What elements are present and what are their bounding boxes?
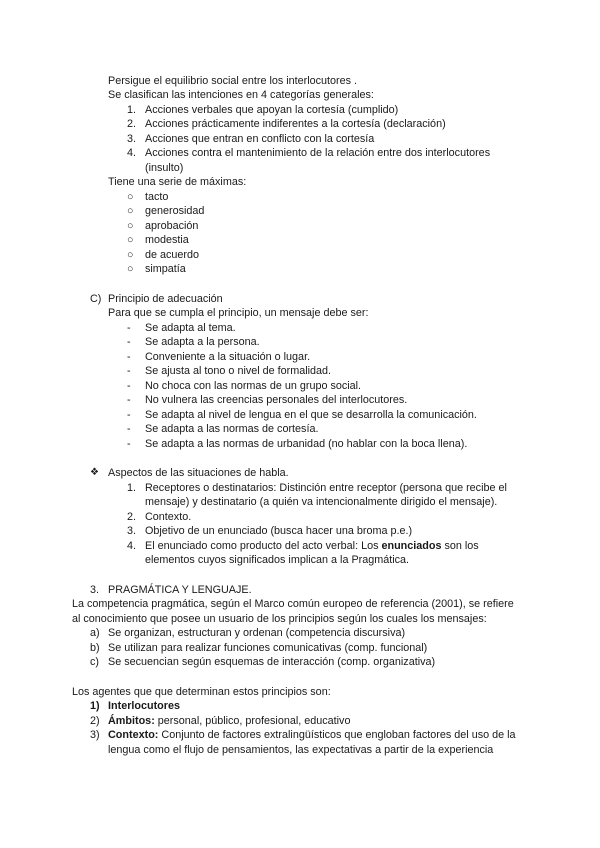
cortesia-intro: Persigue el equilibrio social entre los interlocutores . — [108, 75, 358, 87]
dash-bullet-icon: - — [127, 438, 131, 450]
list-item: Se adapta a las normas de cortesía. — [145, 423, 319, 435]
list-item: Objetivo de un enunciado (busca hacer una broma p.e.) — [145, 525, 413, 537]
list-item-text: El enunciado como producto del acto verbal: Los — [145, 540, 382, 552]
circle-bullet-icon: ○ — [127, 263, 134, 275]
list-item-continuation: lengua como el flujo de pensamientos, las expectativas a partir de la experiencia — [108, 744, 494, 756]
list-number: 1. — [126, 104, 136, 116]
list-item: Acciones que entran en conflicto con la cortesía — [145, 133, 375, 145]
list-item — [108, 728, 516, 743]
list-item: Se adapta a la persona. — [145, 336, 260, 348]
adecuacion-intro: Para que se cumpla el principio, un mensaje debe ser: — [108, 307, 369, 319]
list-number: 4. — [126, 540, 136, 552]
list-item: No choca con las normas de un grupo social. — [145, 380, 362, 392]
dash-bullet-icon: - — [127, 322, 131, 334]
bold-term: Ámbitos: — [108, 715, 155, 727]
list-number: 3. — [126, 133, 136, 145]
list-item: tacto — [145, 191, 169, 203]
list-item: Se adapta a las normas de urbanidad (no hablar con la boca llena). — [145, 438, 468, 450]
list-item: Conveniente a la situación o lugar. — [145, 351, 311, 363]
list-item: simpatía — [145, 263, 186, 275]
list-item-text: son los — [441, 540, 479, 552]
diamond-bullet-icon: ❖ — [90, 467, 99, 478]
list-number: 3) — [90, 729, 100, 741]
list-item: Se ajusta al tono o nivel de formalidad. — [145, 365, 332, 377]
list-item: aprobación — [145, 220, 199, 232]
list-item: generosidad — [145, 205, 205, 217]
bold-term: enunciados — [381, 540, 442, 552]
list-number: 2. — [126, 118, 136, 130]
list-item-continuation: (insulto) — [145, 162, 184, 174]
list-item-continuation: mensaje) y destinatario (a quién va intencionalmente dirigido el mensaje). — [145, 496, 498, 508]
list-item: Acciones verbales que apoyan la cortesía (cumplido) — [145, 104, 399, 116]
list-item: No vulnera las creencias personales del interlocutores. — [145, 394, 408, 406]
list-item — [108, 699, 180, 714]
list-item: Contexto. — [145, 511, 192, 523]
list-item: Acciones prácticamente indiferentes a la cortesía (declaración) — [145, 118, 446, 130]
section-title: Principio de adecuación — [108, 293, 223, 305]
bold-term: Contexto: — [108, 729, 159, 741]
list-number: 4. — [126, 147, 136, 159]
list-number: 3. — [126, 525, 136, 537]
section-number: 3. — [90, 584, 100, 596]
dash-bullet-icon: - — [127, 423, 131, 435]
dash-bullet-icon: - — [127, 409, 131, 421]
section-title: Aspectos de las situaciones de habla. — [108, 467, 289, 479]
list-item-continuation: elementos cuyos significados implican a la Pragmática. — [145, 554, 410, 566]
dash-bullet-icon: - — [127, 380, 131, 392]
list-item: Acciones contra el mantenimiento de la relación entre dos interlocutores — [145, 147, 491, 159]
list-number: 2. — [126, 511, 136, 523]
list-item-text: Conjunto de factores extralingüísticos que engloban factores del uso de la — [158, 729, 516, 741]
list-item: Receptores o destinatarios: Distinción entre receptor (persona que recibe el — [145, 482, 507, 494]
list-item: Se adapta al tema. — [145, 322, 236, 334]
list-number: 1) — [90, 700, 100, 712]
list-item: modestia — [145, 234, 189, 246]
circle-bullet-icon: ○ — [127, 191, 134, 203]
agentes-intro: Los agentes que que determinan estos principios son: — [72, 686, 331, 698]
dash-bullet-icon: - — [127, 394, 131, 406]
list-letter: b) — [90, 642, 100, 654]
list-letter: c) — [90, 656, 99, 668]
circle-bullet-icon: ○ — [127, 220, 134, 232]
list-letter: a) — [90, 627, 100, 639]
bold-term: Interlocutores — [108, 700, 180, 712]
maximas-title: Tiene una serie de máximas: — [108, 176, 247, 188]
dash-bullet-icon: - — [127, 365, 131, 377]
circle-bullet-icon: ○ — [127, 249, 134, 261]
list-item: Se adapta al nivel de lengua en el que se desarrolla la comunicación. — [145, 409, 477, 421]
dash-bullet-icon: - — [127, 336, 131, 348]
list-item — [145, 539, 479, 554]
list-item — [108, 714, 350, 729]
list-number: 1. — [126, 482, 136, 494]
list-item: Se organizan, estructuran y ordenan (competencia discursiva) — [108, 627, 406, 639]
paragraph-line: al conocimiento que posee un usuario de los principios según los cuales los mensajes: — [72, 613, 487, 625]
circle-bullet-icon: ○ — [127, 234, 134, 246]
list-item: de acuerdo — [145, 249, 200, 261]
list-item: Se utilizan para realizar funciones comunicativas (comp. funcional) — [108, 642, 428, 654]
list-item-text: personal, público, profesional, educativo — [154, 715, 351, 727]
list-number: 2) — [90, 715, 100, 727]
section-title: PRAGMÁTICA Y LENGUAJE. — [108, 584, 252, 596]
paragraph-line: La competencia pragmática, según el Marco común europeo de referencia (2001), se refiere — [72, 598, 514, 610]
section-label: C) — [90, 293, 102, 305]
list-item: Se secuencian según esquemas de interacción (comp. organizativa) — [108, 656, 436, 668]
circle-bullet-icon: ○ — [127, 205, 134, 217]
cortesia-clasificacion: Se clasifican las intenciones en 4 categorías generales: — [108, 89, 374, 101]
dash-bullet-icon: - — [127, 351, 131, 363]
